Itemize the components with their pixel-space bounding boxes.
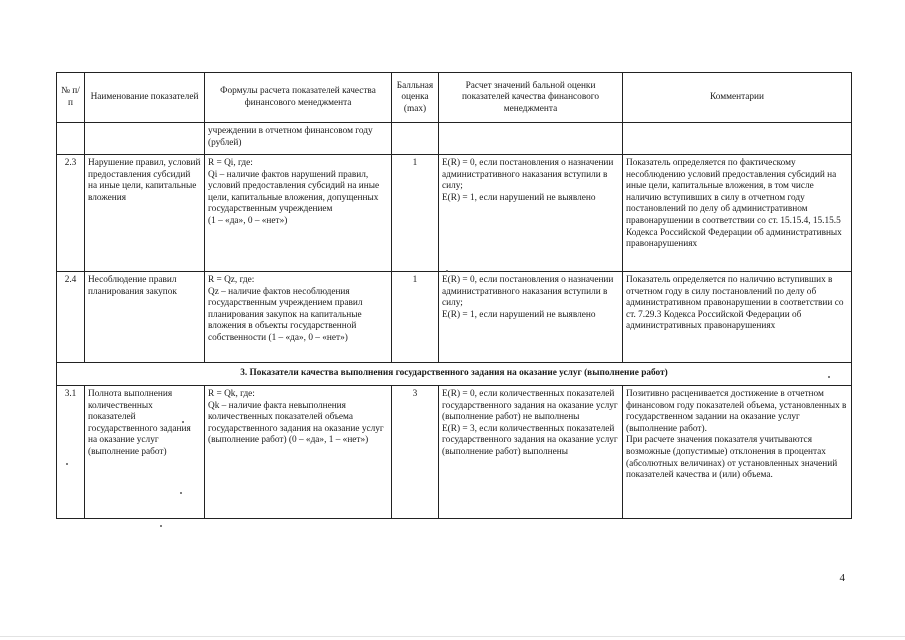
calc-line: E(R) = 0, если количественных показателей государственного задания на оказание услуг (выполнение работ) не выполнены (442, 389, 618, 423)
cell-calc (439, 123, 623, 155)
scan-speck (180, 492, 182, 494)
comment-line: Позитивно расценивается достижение в отчетном финансовом году показателей объема, установленных в государственном задании на оказание услуг (выполнение работ). (626, 389, 847, 434)
cell-calc (439, 155, 623, 272)
table-row-3-1 (57, 386, 852, 519)
cell-score (392, 123, 439, 155)
header-score: Балльная оценка (max) (392, 73, 439, 123)
page-number: 4 (839, 572, 845, 584)
cell-comment: Показатель определяется по фактическому несоблюдению условий предоставления субсидий на иные цели, капитальные вложения, в том числе наличию вступивших в силу в отчетном году постановлений по делу об административном правонарушении в соответствии со ст. 15.15.4, 15.15.5 Кодекса Российской Федерации об административных правонарушениях (623, 155, 852, 272)
cell-formula: учреждении в отчетном финансовом году (рублей) (205, 123, 392, 155)
section-3-title: 3. Показатели качества выполнения государственного задания на оказание услуг (выполнение работ) (57, 363, 852, 386)
cell-num: 2.3 (57, 155, 85, 272)
cell-comment (623, 386, 852, 519)
cell-calc (439, 272, 623, 363)
calc-line: E(R) = 0, если постановления о назначении административного наказания вступили в силу; (442, 158, 614, 192)
formula-line: R = Qz, где: (208, 275, 255, 285)
cell-num (57, 123, 85, 155)
comment-line: При расчете значения показателя учитываются возможные (допустимые) отклонения в процентах (абсолютных величинах) от установленных значений показателей качества и (или) объема. (626, 435, 838, 481)
header-formula: Формулы расчета показателей качества финансового менеджмента (205, 73, 392, 123)
financial-management-table (56, 72, 852, 519)
scan-speck (446, 270, 448, 272)
calc-line: E(R) = 1, если нарушений не выявлено (442, 192, 596, 203)
section-header-row (57, 363, 852, 386)
cell-name (85, 123, 205, 155)
calc-line: E(R) = 1, если нарушений не выявлено (442, 309, 596, 320)
table-row-2-3 (57, 155, 852, 272)
calc-line: E(R) = 0, если постановления о назначении административного наказания вступили в силу; (442, 275, 614, 309)
cell-num: 2.4 (57, 272, 85, 363)
table-row-continuation (57, 123, 852, 155)
table-header-row (57, 73, 852, 123)
table-row-2-4 (57, 272, 852, 363)
cell-formula (205, 272, 392, 363)
formula-line: R = Qi, где: (208, 158, 253, 168)
cell-score: 1 (392, 272, 439, 363)
scan-speck (182, 421, 184, 423)
cell-score: 3 (392, 386, 439, 519)
scan-speck (828, 376, 830, 378)
cell-comment (623, 123, 852, 155)
formula-line: (1 – «да», 0 – «нет») (208, 215, 288, 226)
cell-score: 1 (392, 155, 439, 272)
cell-name: Полнота выполнения количественных показателей государственного задания на оказание услуг (выполнение работ) (85, 386, 205, 519)
formula-line: Qz – наличие фактов несоблюдения государственным учреждением правил планирования закупок на капитальные вложения в объекты государственной собственности (1 – «да», 0 – «нет») (208, 286, 363, 343)
cell-comment: Показатель определяется по наличию вступивших в отчетном году в силу постановлений по делу об административном правонарушении в соответствии со ст. 7.29.3 Кодекса Российской Федерации об административных правонарушениях (623, 272, 852, 363)
calc-line: E(R) = 3, если количественных показателей государственного задания на оказание услуг (выполнение работ) выполнены (442, 423, 618, 457)
scan-artifact-line (0, 636, 905, 637)
cell-formula (205, 386, 392, 519)
formula-line: Qi – наличие фактов нарушений правил, условий предоставления субсидий на иные цели, капитальные вложения, допущенных государственным учреждением (208, 169, 380, 215)
header-comment: Комментарии (623, 73, 852, 123)
cell-name: Нарушение правил, условий предоставления субсидий на иные цели, капитальные вложения (85, 155, 205, 272)
scan-speck (160, 525, 162, 527)
header-num: № п/п (57, 73, 85, 123)
cell-formula (205, 155, 392, 272)
cell-calc (439, 386, 623, 519)
header-calc: Расчет значений бальной оценки показателей качества финансового менеджмента (439, 73, 623, 123)
scan-speck (66, 463, 68, 465)
formula-line: R = Qk, где: (208, 389, 255, 399)
header-name: Наименование показателей (85, 73, 205, 123)
cell-num: 3.1 (57, 386, 85, 519)
formula-line: Qk – наличие факта невыполнения количественных показателей объема государственного задания на оказание услуг (выполнение работ) (0 – «да», 1 – «нет») (208, 400, 384, 446)
cell-name: Несоблюдение правил планирования закупок (85, 272, 205, 363)
